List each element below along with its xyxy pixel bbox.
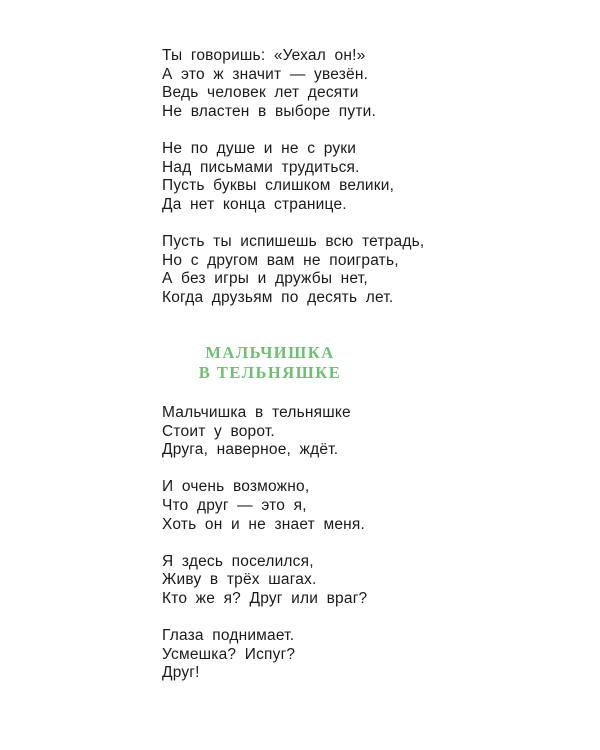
poem-2-stanza-1 [162, 404, 582, 460]
verse-line: Мальчишка в тельняшке [162, 404, 351, 421]
poem-2-title [150, 343, 390, 383]
verse-line: Над письмами трудиться. [162, 158, 360, 176]
verse-line: Пусть буквы слишком велики, [162, 177, 395, 195]
poem-2-title-line-1: МАЛЬЧИШКА [205, 343, 335, 362]
verse-line: Да нет конца странице. [162, 195, 347, 213]
verse-line: Усмешка? Испуг? [162, 645, 296, 663]
verse-line: Пусть ты испишешь всю тетрадь, [162, 232, 425, 250]
verse-line: Стоит у ворот. [162, 422, 275, 440]
verse-line: Кто же я? Друг или враг? [162, 589, 368, 607]
poem-1-stanza-3 [162, 233, 582, 307]
verse-line: Ты говоришь: «Уехал он!» [162, 47, 366, 64]
verse-line: А это ж значит — увезён. [162, 65, 369, 83]
verse-line: А без игры и дружбы нет, [162, 270, 368, 288]
verse-line: Я здесь поселился, [162, 552, 314, 570]
poem-1-text [162, 47, 582, 307]
poem-2-stanza-4 [162, 627, 582, 683]
poem-1-stanza-2 [162, 140, 582, 214]
verse-line: Друга, наверное, ждёт. [162, 441, 339, 459]
poem-2-text [162, 404, 582, 683]
verse-line: И очень возможно, [162, 478, 310, 496]
poem-2-title-line-2: В ТЕЛЬНЯШКЕ [198, 363, 342, 382]
verse-line: Друг! [162, 664, 200, 682]
verse-line: Не по душе и не с руки [162, 139, 357, 157]
verse-line: Глаза поднимает. [162, 627, 295, 645]
verse-line: Живу в трёх шагах. [162, 571, 317, 589]
verse-line: Ведь человек лет десяти [162, 84, 359, 102]
verse-line: Когда друзьям по десять лет. [162, 288, 394, 306]
poem-2-stanza-2 [162, 478, 582, 534]
poem-1-stanza-1 [162, 47, 582, 121]
poem-2-stanza-3 [162, 553, 582, 609]
verse-line: Не властен в выборе пути. [162, 102, 376, 120]
verse-line: Хоть он и не знает меня. [162, 515, 365, 533]
verse-line: Но с другом вам не поиграть, [162, 251, 399, 269]
verse-line: Что друг — это я, [162, 496, 307, 514]
